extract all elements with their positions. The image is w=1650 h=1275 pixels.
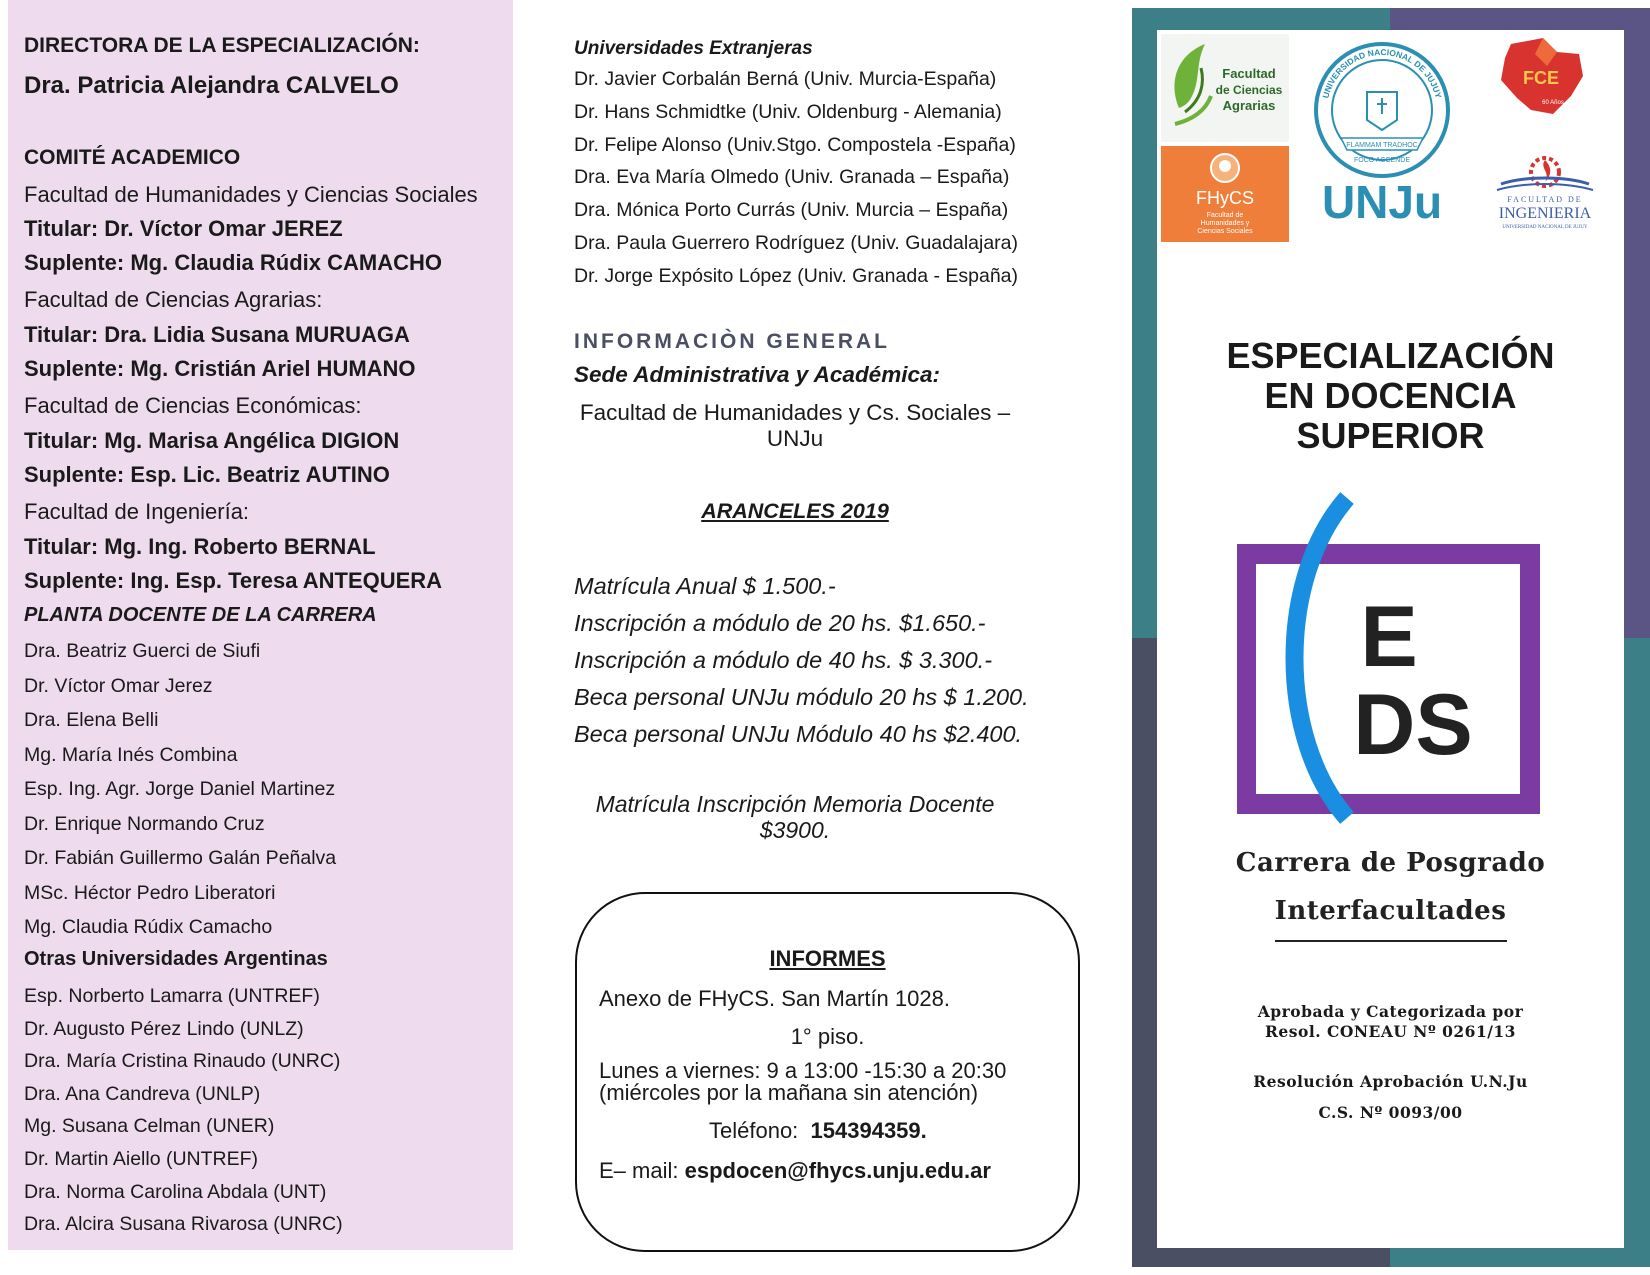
unju-motto-text: FOCO ACCENDE <box>1353 157 1411 164</box>
list-item: Dra. Ana Candreva (UNLP) <box>24 1082 261 1105</box>
middle-panel <box>530 0 1070 1275</box>
list-item: MSc. Héctor Pedro Liberatori <box>24 881 276 904</box>
unju-ring-text: UNIVERSIDAD NACIONAL DE JUJUY <box>1320 46 1444 100</box>
list-item: Esp. Ing. Agr. Jorge Daniel Martinez <box>24 778 336 800</box>
agrarias-logo <box>1161 34 1289 142</box>
director-heading: DIRECTORA DE LA ESPECIALIZACIÓN: <box>24 34 420 57</box>
ing-line-1: FACULTAD DE <box>1507 195 1583 204</box>
list-item: Dra. Eva María Olmedo (Univ. Granada – España) <box>574 166 1010 189</box>
agrarias-text-2: de Ciencias <box>1215 83 1283 97</box>
list-item: Dr. Fabián Guillermo Galán Peñalva <box>24 847 337 869</box>
informes-phone <box>709 1118 927 1144</box>
agr-titular: Titular: Dra. Lidia Susana MURUAGA <box>24 322 410 347</box>
title-line-2: EN DOCENCIA <box>1264 375 1517 416</box>
fhycs-emblem-icon <box>1161 146 1289 242</box>
aranceles-heading: ARANCELES 2019 <box>701 499 889 523</box>
list-item: Mg. Claudia Rúdix Camacho <box>24 916 273 938</box>
list-item: Dr. Víctor Omar Jerez <box>24 674 213 697</box>
eds-letters-ds: DS <box>1353 677 1473 773</box>
unju-logo <box>1307 34 1457 244</box>
fhycs-sub-2: Humanidades y <box>1200 220 1250 227</box>
memoria-line-2: $3900. <box>759 817 831 843</box>
fce-years: 60 Años <box>1542 100 1564 106</box>
list-item: Dr. Martin Aiello (UNTREF) <box>24 1148 259 1170</box>
list-item: Dr. Javier Corbalán Berná (Univ. Murcia-España) <box>574 68 997 90</box>
ingenieria-logo <box>1475 150 1615 240</box>
leaf-icon <box>1161 34 1289 142</box>
list-item: Dra. Elena Belli <box>24 709 159 731</box>
fce-map-icon <box>1491 36 1589 120</box>
sede-line-2: UNJu <box>766 426 824 451</box>
ing-line-2: INGENIERIA <box>1498 205 1592 222</box>
resolucion-line-2: C.S. Nº 0093/00 <box>1318 1103 1463 1122</box>
list-item: Mg. Susana Celman (UNER) <box>24 1115 275 1138</box>
eds-logo <box>1237 488 1549 828</box>
phone-value[interactable]: 154394359. <box>810 1118 927 1143</box>
title-line-1: ESPECIALIZACIÓN <box>1226 335 1555 376</box>
hum-suplente: Suplente: Mg. Claudia Rúdix CAMACHO <box>24 250 442 275</box>
eds-emblem-icon <box>1237 488 1549 828</box>
informes-floor: 1° piso. <box>790 1024 865 1049</box>
left-panel <box>8 0 513 1250</box>
list-item: Dra. Alcira Susana Rivarosa (UNRC) <box>24 1213 343 1236</box>
title-line-3: SUPERIOR <box>1296 415 1485 456</box>
informes-box <box>575 892 1080 1252</box>
fhycs-sub-3: Ciencias Sociales <box>1197 228 1253 235</box>
agr-suplente: Suplente: Mg. Cristián Ariel HUMANO <box>24 356 416 381</box>
fac-agrarias: Facultad de Ciencias Agrarias: <box>24 287 323 312</box>
informes-hours-1: Lunes a viernes: 9 a 13:00 -15:30 a 20:30 <box>599 1058 1007 1083</box>
right-panel <box>1132 8 1650 1267</box>
comite-heading: COMITÉ ACADEMICO <box>24 146 241 169</box>
aprobada-line-1: Aprobada y Categorizada por <box>1257 1002 1524 1021</box>
list-item: Inscripción a módulo de 40 hs. $ 3.300.- <box>574 647 993 673</box>
eco-suplente: Suplente: Esp. Lic. Beatriz AUTINO <box>24 462 390 487</box>
unju-seal-icon <box>1307 34 1457 244</box>
list-item: Dr. Augusto Pérez Lindo (UNLZ) <box>24 1017 304 1040</box>
list-item: Dra. Beatriz Guerci de Siufi <box>24 640 261 662</box>
informes-heading: INFORMES <box>769 946 886 971</box>
list-item: Dr. Jorge Expósito López (Univ. Granada - España) <box>574 264 1019 287</box>
carrera-divider <box>1275 940 1507 942</box>
info-general-heading: INFORMACIÒN GENERAL <box>574 330 890 353</box>
otras-heading: Otras Universidades Argentinas <box>24 948 328 970</box>
fce-logo <box>1491 36 1589 120</box>
list-item: Inscripción a módulo de 20 hs. $1.650.- <box>574 610 986 636</box>
fac-ingenieria: Facultad de Ingeniería: <box>24 499 250 524</box>
phone-label: Teléfono: <box>709 1118 799 1143</box>
list-item: Dr. Hans Schmidtke (Univ. Oldenburg - Alemania) <box>574 100 1002 123</box>
email-label: E– mail: <box>599 1158 679 1183</box>
ingenieria-gear-icon <box>1475 150 1615 240</box>
unju-text: UNJu <box>1321 176 1443 228</box>
aprobada-line-2: Resol. CONEAU Nº 0261/13 <box>1265 1022 1516 1041</box>
agrarias-text-1: Facultad <box>1222 66 1276 81</box>
list-item: Dr. Enrique Normando Cruz <box>24 812 265 835</box>
sede-heading: Sede Administrativa y Académica: <box>574 362 940 387</box>
carrera-line-1: Carrera de Posgrado <box>1235 848 1546 878</box>
list-item: Dra. María Cristina Rinaudo (UNRC) <box>24 1050 341 1073</box>
fhycs-sub-1: Facultad de <box>1206 212 1244 219</box>
list-item: Dra. Mónica Porto Currás (Univ. Murcia – España) <box>574 199 1009 222</box>
list-item: Mg. María Inés Combina <box>24 743 238 766</box>
cover-card <box>1157 30 1624 1248</box>
list-item: Matrícula Anual $ 1.500.- <box>574 573 836 599</box>
sede-line-1: Facultad de Humanidades y Cs. Sociales – <box>579 400 1011 425</box>
carrera-line-2: Interfacultades <box>1274 896 1507 926</box>
ing-titular: Titular: Mg. Ing. Roberto BERNAL <box>24 534 376 559</box>
agrarias-text-3: Agrarias <box>1222 98 1276 113</box>
unju-ribbon-text: FLAMMAM TRADHOC <box>1346 142 1418 149</box>
ing-line-3: UNIVERSIDAD NACIONAL DE JUJUY <box>1502 225 1588 230</box>
list-item: Dra. Norma Carolina Abdala (UNT) <box>24 1180 327 1203</box>
extranjeras-heading: Universidades Extranjeras <box>574 38 813 59</box>
fac-humanidades: Facultad de Humanidades y Ciencias Sociales <box>24 182 478 207</box>
email-value[interactable]: espdocen@fhycs.unju.edu.ar <box>684 1158 991 1183</box>
director-name: Dra. Patricia Alejandra CALVELO <box>24 72 399 99</box>
list-item: Beca personal UNJu módulo 20 hs $ 1.200. <box>574 684 1029 710</box>
ing-suplente: Suplente: Ing. Esp. Teresa ANTEQUERA <box>24 568 443 593</box>
memoria-line-1: Matrícula Inscripción Memoria Docente <box>595 791 995 817</box>
fce-text: FCE <box>1523 68 1559 88</box>
list-item: Beca personal UNJu Módulo 40 hs $2.400. <box>574 721 1023 747</box>
fhycs-logo <box>1161 146 1289 242</box>
list-item: Esp. Norberto Lamarra (UNTREF) <box>24 985 320 1007</box>
fhycs-name: FHyCS <box>1196 188 1254 208</box>
resolucion-line-1: Resolución Aprobación U.N.Ju <box>1253 1072 1528 1091</box>
informes-hours-2: (miércoles por la mañana sin atención) <box>599 1080 979 1105</box>
hum-titular: Titular: Dr. Víctor Omar JEREZ <box>24 216 343 241</box>
informes-address: Anexo de FHyCS. San Martín 1028. <box>599 986 950 1011</box>
list-item: Dra. Paula Guerrero Rodríguez (Univ. Guadalajara) <box>574 232 1019 254</box>
eco-titular: Titular: Mg. Marisa Angélica DIGION <box>24 428 400 453</box>
planta-heading: PLANTA DOCENTE DE LA CARRERA <box>24 604 377 626</box>
fac-economicas: Facultad de Ciencias Económicas: <box>24 393 362 418</box>
informes-email <box>599 1158 991 1184</box>
list-item: Dr. Felipe Alonso (Univ.Stgo. Compostela -España) <box>574 133 1016 156</box>
eds-letter-e: E <box>1360 589 1418 685</box>
